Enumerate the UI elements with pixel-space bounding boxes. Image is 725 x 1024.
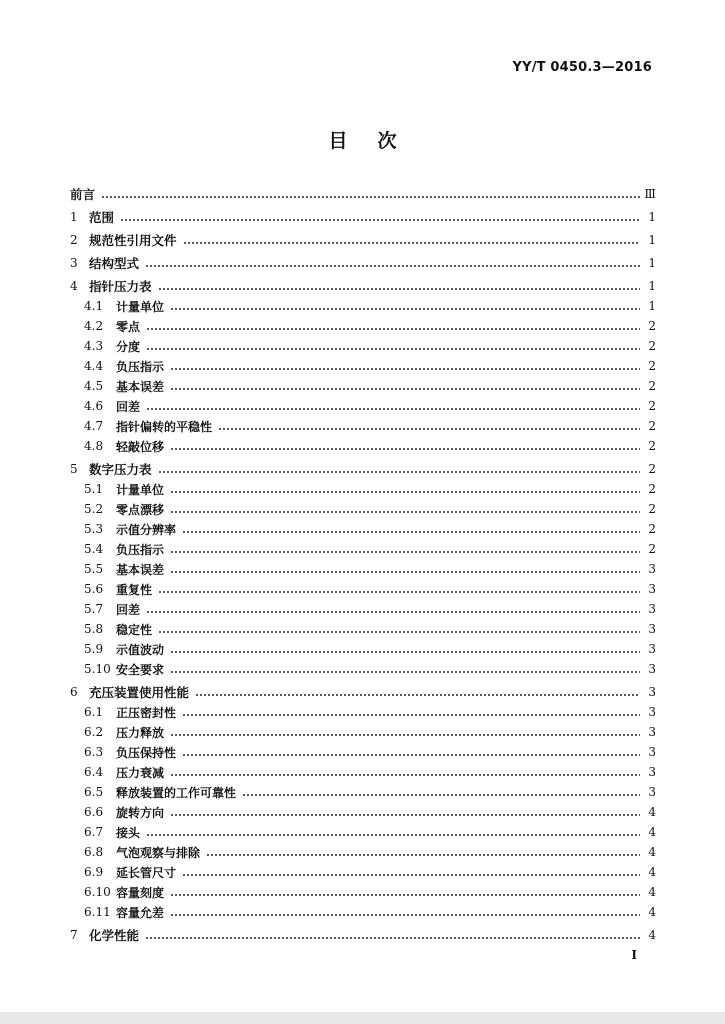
toc-entry-title: 计量单位 (116, 482, 165, 497)
toc-entry-number: 6.7 (84, 825, 104, 839)
toc-dot-leader (101, 196, 640, 198)
toc-entry (70, 459, 656, 479)
toc-entry-number: 7 (70, 928, 78, 942)
toc-entry (70, 842, 656, 862)
toc-entry-number: 5.8 (84, 622, 104, 636)
toc-entry (70, 762, 656, 782)
toc-entry-page: 3 (648, 725, 656, 739)
toc-entry (70, 579, 656, 599)
toc-dot-leader (170, 308, 640, 310)
toc-entry (70, 802, 656, 822)
toc-entry-number: 4 (70, 279, 78, 293)
toc-entry-number: 5.5 (84, 562, 104, 576)
toc-dot-leader (170, 774, 640, 776)
toc-entry-page: 3 (648, 765, 656, 779)
toc-entry-page: 3 (648, 582, 656, 596)
toc-entry-number: 6.11 (84, 905, 111, 919)
toc-entry-title: 规范性引用文件 (89, 233, 177, 248)
toc-entry-page: 1 (648, 279, 656, 293)
toc-dot-leader (145, 265, 640, 267)
toc-entry-number: 6.1 (84, 705, 104, 719)
toc-entry (70, 479, 656, 499)
toc-entry-page: 4 (648, 928, 656, 942)
toc-dot-leader (170, 734, 640, 736)
toc-entry-title: 负压指示 (116, 359, 165, 374)
toc-entry (70, 296, 656, 316)
toc-dot-leader (170, 914, 640, 916)
toc-dot-leader (183, 242, 640, 244)
toc-entry (70, 356, 656, 376)
toc-dot-leader (146, 328, 640, 330)
toc-entry-page: 3 (648, 602, 656, 616)
toc-dot-leader (170, 671, 640, 673)
toc-entry-number: 6.2 (84, 725, 104, 739)
toc-entry-page: 3 (648, 785, 656, 799)
bottom-edge (0, 1012, 725, 1024)
toc-entry-number: 4.4 (84, 359, 104, 373)
toc-dot-leader (146, 611, 640, 613)
toc-entry-page: 3 (648, 662, 656, 676)
toc-entry-title: 回差 (116, 602, 141, 617)
toc-entry (70, 230, 656, 250)
toc-entry-page: 2 (648, 359, 656, 373)
toc-entry (70, 499, 656, 519)
toc-entry-page: Ⅲ (644, 187, 656, 201)
toc-entry-title: 基本误差 (116, 379, 165, 394)
toc-entry (70, 882, 656, 902)
toc-entry (70, 682, 656, 702)
toc-entry-page: 3 (648, 562, 656, 576)
toc-dot-leader (170, 651, 640, 653)
toc-entry-number: 6.9 (84, 865, 104, 879)
toc-entry-title: 轻敲位移 (116, 439, 165, 454)
toc-entry (70, 639, 656, 659)
toc-dot-leader (170, 814, 640, 816)
toc-entry-page: 2 (648, 319, 656, 333)
toc-entry-number: 6 (70, 685, 78, 699)
toc-entry-title: 气泡观察与排除 (116, 845, 201, 860)
toc-dot-leader (170, 894, 640, 896)
toc-entry-number: 6.3 (84, 745, 104, 759)
toc-dot-leader (145, 937, 640, 939)
toc-dot-leader (195, 694, 640, 696)
toc-entry-number: 3 (70, 256, 78, 270)
toc-entry-number: 6.6 (84, 805, 104, 819)
toc-entry-page: 2 (648, 399, 656, 413)
toc-entry-title: 零点 (116, 319, 141, 334)
toc-dot-leader (158, 591, 640, 593)
toc-dot-leader (170, 368, 640, 370)
toc-entry (70, 599, 656, 619)
toc-entry-number: 4.1 (84, 299, 104, 313)
toc-entry (70, 336, 656, 356)
toc-entry-title: 接头 (116, 825, 141, 840)
toc-entry (70, 207, 656, 227)
toc-entry-page: 4 (648, 865, 656, 879)
toc-entry (70, 619, 656, 639)
toc-dot-leader (182, 531, 640, 533)
toc-entry-number: 6.5 (84, 785, 104, 799)
toc-entry-page: 3 (648, 705, 656, 719)
toc-entry-title: 分度 (116, 339, 141, 354)
toc-entry-page: 2 (648, 339, 656, 353)
toc-entry (70, 316, 656, 336)
toc-entry (70, 376, 656, 396)
toc-entry-number: 5.4 (84, 542, 104, 556)
toc-entry-page: 3 (648, 622, 656, 636)
toc-entry-title: 范围 (89, 210, 115, 225)
toc-entry-title: 数字压力表 (89, 462, 152, 477)
toc-entry-page: 4 (648, 905, 656, 919)
toc-entry-number: 6.4 (84, 765, 104, 779)
toc-entry-number: 6.10 (84, 885, 111, 899)
toc-entry-number: 5.2 (84, 502, 104, 516)
toc-entry-number: 4.8 (84, 439, 104, 453)
toc-dot-leader (146, 408, 640, 410)
toc-entry-number: 5.3 (84, 522, 104, 536)
toc-entry (70, 659, 656, 679)
toc-dot-leader (182, 754, 640, 756)
toc-entry-number: 6.8 (84, 845, 104, 859)
toc-entry-page: 2 (648, 502, 656, 516)
toc-entry-number: 2 (70, 233, 78, 247)
toc-dot-leader (146, 834, 640, 836)
toc-entry-number: 4.2 (84, 319, 104, 333)
toc-entry-title: 稳定性 (116, 622, 153, 637)
toc-entry-title: 容量刻度 (116, 885, 165, 900)
toc-entry-number: 4.7 (84, 419, 104, 433)
toc-entry-number: 5.1 (84, 482, 104, 496)
toc-entry (70, 559, 656, 579)
toc-entry-number: 5.7 (84, 602, 104, 616)
toc-entry-title: 延长管尺寸 (116, 865, 177, 880)
toc-dot-leader (218, 428, 640, 430)
toc-entry-page: 1 (648, 299, 656, 313)
page-title: 目次 (328, 130, 427, 152)
toc-entry-page: 4 (648, 885, 656, 899)
toc-entry (70, 519, 656, 539)
toc-entry-page: 1 (648, 210, 656, 224)
toc-entry-page: 4 (648, 845, 656, 859)
toc-entry-page: 4 (648, 805, 656, 819)
toc-dot-leader (242, 794, 640, 796)
table-of-contents (70, 184, 656, 945)
toc-entry-number: 4.3 (84, 339, 104, 353)
toc-entry-page: 1 (648, 233, 656, 247)
toc-entry (70, 396, 656, 416)
toc-entry (70, 702, 656, 722)
toc-entry-page: 2 (648, 482, 656, 496)
toc-entry-title: 压力衰减 (116, 765, 165, 780)
toc-entry-number: 4.5 (84, 379, 104, 393)
toc-entry (70, 722, 656, 742)
toc-entry-title: 计量单位 (116, 299, 165, 314)
toc-entry-title: 示值分辨率 (116, 522, 177, 537)
toc-dot-leader (170, 388, 640, 390)
toc-dot-leader (170, 551, 640, 553)
toc-entry-title: 负压保持性 (116, 745, 177, 760)
toc-entry-number: 4.6 (84, 399, 104, 413)
toc-entry-page: 2 (648, 542, 656, 556)
toc-entry-title: 示值波动 (116, 642, 165, 657)
toc-entry-page: 3 (648, 745, 656, 759)
toc-entry (70, 902, 656, 922)
toc-entry-page: 3 (648, 642, 656, 656)
toc-entry-page: 2 (648, 522, 656, 536)
toc-entry-title: 容量允差 (116, 905, 165, 920)
toc-dot-leader (170, 491, 640, 493)
toc-entry (70, 184, 656, 204)
toc-entry (70, 436, 656, 456)
toc-entry-number: 5.10 (84, 662, 111, 676)
toc-entry-title: 基本误差 (116, 562, 165, 577)
toc-entry-title: 结构型式 (89, 256, 140, 271)
toc-dot-leader (170, 571, 640, 573)
toc-entry-page: 2 (648, 379, 656, 393)
toc-dot-leader (206, 854, 640, 856)
toc-entry-title: 释放装置的工作可靠性 (116, 785, 237, 800)
toc-entry (70, 862, 656, 882)
standard-number: YY/T 0450.3—2016 (512, 60, 652, 75)
toc-entry-page: 2 (648, 439, 656, 453)
toc-dot-leader (120, 219, 640, 221)
toc-entry-title: 旋转方向 (116, 805, 165, 820)
toc-entry-title: 化学性能 (89, 928, 140, 943)
toc-entry-number: 5.6 (84, 582, 104, 596)
toc-entry (70, 416, 656, 436)
toc-dot-leader (158, 471, 640, 473)
toc-entry-title: 正压密封性 (116, 705, 177, 720)
toc-entry-number: 5.9 (84, 642, 104, 656)
toc-entry-page: 2 (648, 462, 656, 476)
toc-entry (70, 742, 656, 762)
toc-entry-title: 指针偏转的平稳性 (116, 419, 213, 434)
toc-dot-leader (146, 348, 640, 350)
toc-entry-title: 零点漂移 (116, 502, 165, 517)
toc-entry-page: 4 (648, 825, 656, 839)
toc-entry-title: 重复性 (116, 582, 153, 597)
toc-entry-title: 指针压力表 (89, 279, 152, 294)
toc-entry (70, 782, 656, 802)
toc-dot-leader (170, 511, 640, 513)
toc-entry-page: 1 (648, 256, 656, 270)
toc-entry (70, 276, 656, 296)
toc-entry-title: 回差 (116, 399, 141, 414)
toc-entry-title: 压力释放 (116, 725, 165, 740)
toc-entry-number: 5 (70, 462, 78, 476)
toc-entry-page: 2 (648, 419, 656, 433)
toc-entry (70, 253, 656, 273)
toc-entry-title: 负压指示 (116, 542, 165, 557)
toc-entry-number: 1 (70, 210, 78, 224)
toc-dot-leader (170, 448, 640, 450)
toc-dot-leader (158, 631, 640, 633)
toc-dot-leader (158, 288, 640, 290)
toc-entry (70, 822, 656, 842)
toc-entry-title: 前言 (70, 187, 96, 202)
toc-dot-leader (182, 714, 640, 716)
page-number: I (631, 948, 637, 962)
toc-entry (70, 925, 656, 945)
toc-entry (70, 539, 656, 559)
toc-entry-title: 充压装置使用性能 (89, 685, 190, 700)
toc-entry-page: 3 (648, 685, 656, 699)
toc-dot-leader (182, 874, 640, 876)
toc-entry-title: 安全要求 (116, 662, 165, 677)
